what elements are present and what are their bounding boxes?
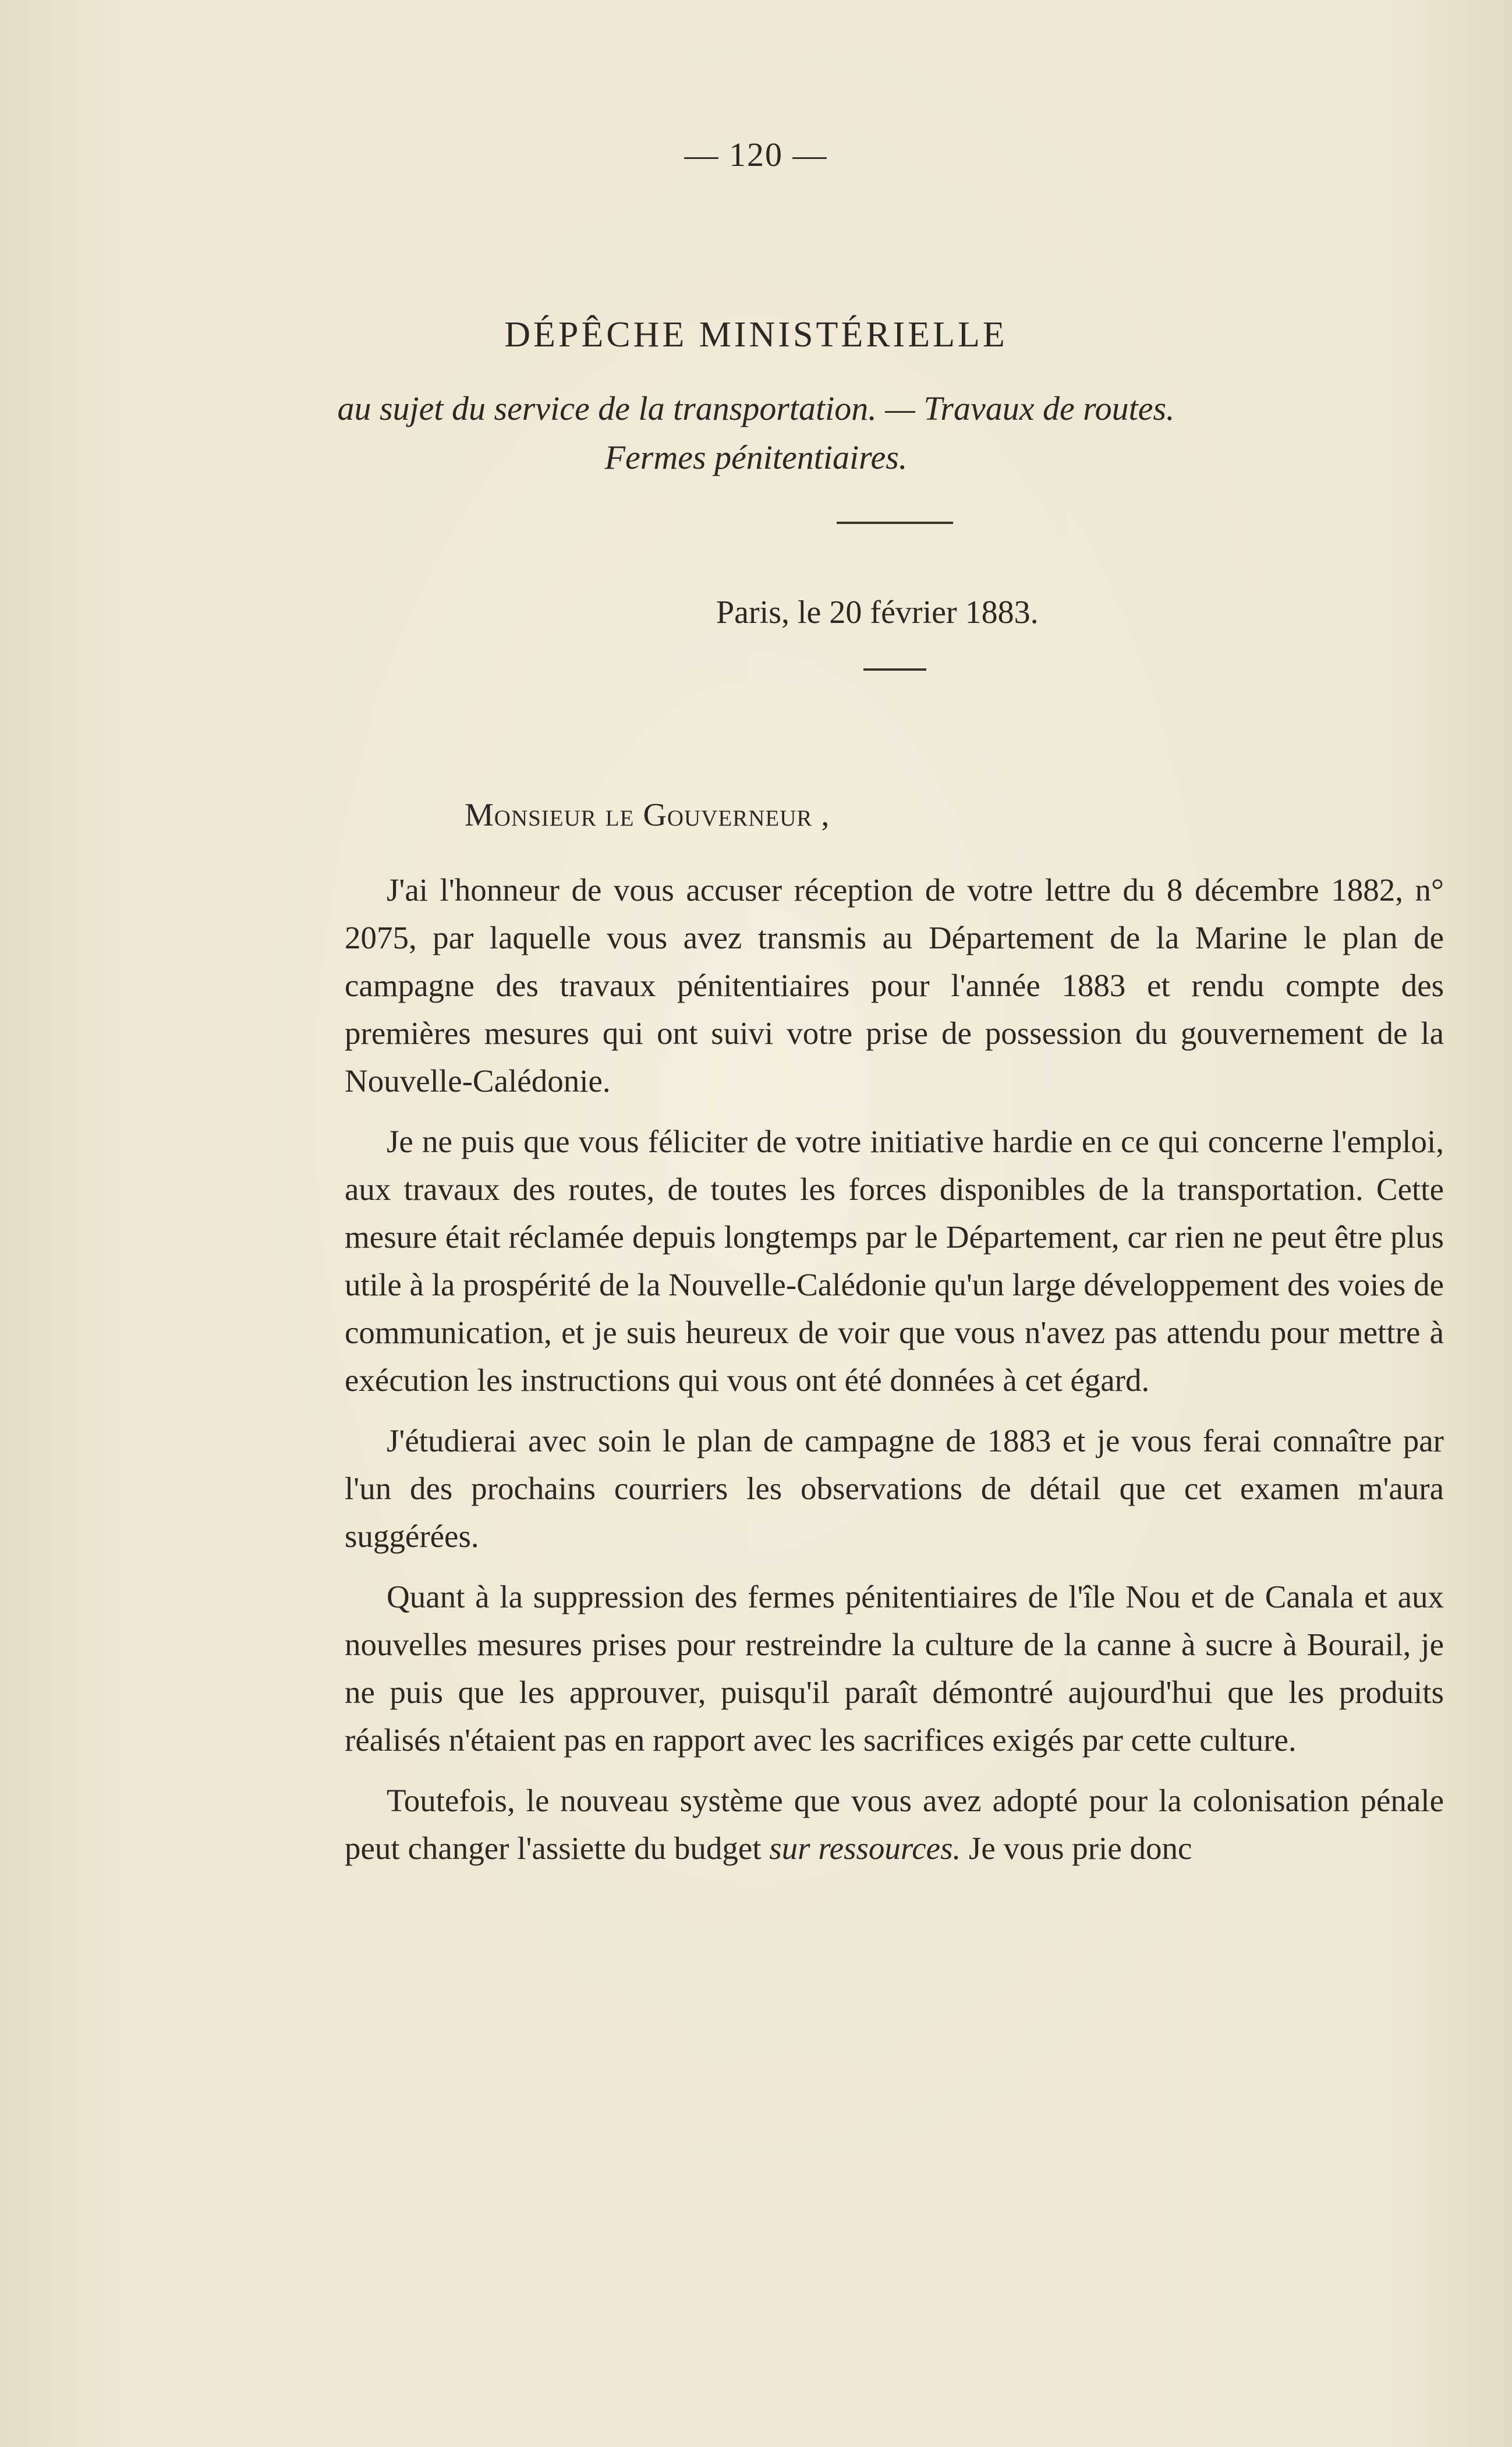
subtitle-line-2: Fermes pénitentiaires. xyxy=(604,438,908,476)
divider-rule xyxy=(837,522,953,524)
document-title: DÉPÊCHE MINISTÉRIELLE xyxy=(504,315,1008,355)
subtitle-line-1: au sujet du service de la transportation. — Travaux de routes. xyxy=(337,389,1175,427)
divider-rule-short xyxy=(863,668,926,671)
page-number: — 120 — xyxy=(684,136,828,173)
paragraph-5 xyxy=(345,1777,1444,1872)
dateline: Paris, le 20 février 1883. xyxy=(716,594,1039,631)
paragraph-5-italic: sur ressources. xyxy=(769,1830,961,1866)
paragraph-5-end: Je vous prie donc xyxy=(969,1830,1192,1866)
salutation xyxy=(465,796,830,834)
paragraph-3: J'étudierai avec soin le plan de campagne de 1883 et je vous ferai connaître par l'un des prochains courriers les observations de détail que cet examen m'aura suggérées. xyxy=(345,1423,1444,1554)
paragraph-2: Je ne puis que vous féliciter de votre initiative hardie en ce qui concerne l'emploi, aux travaux des routes, de toutes les forces disponibles de la transportation. Cette mesure était réclamée depuis longtemps par le Département, car rien ne peut être plus utile à la prospérité de la Nouvelle-Calédonie qu'un large développement des voies de communication, et je suis heureux de voir que vous n'avez pas attendu pour mettre à exécution les instructions qui vous ont été données à cet égard. xyxy=(345,1124,1444,1398)
paragraph-5-start: Toutefois, le nouveau système que vous avez adopté pour la colonisation pénale peut changer l'assiette du budget xyxy=(345,1783,1444,1866)
paragraph-1: J'ai l'honneur de vous accuser réception de votre lettre du 8 décembre 1882, n° 2075, par laquelle vous avez transmis au Département de la Marine le plan de campagne des travaux pénitentiaires pour l'année 1883 et rendu compte des premières mesures qui ont suivi votre prise de possession du gouvernement de la Nouvelle-Calédonie. xyxy=(345,872,1444,1099)
document-subtitle xyxy=(0,384,1512,482)
letter-body xyxy=(345,866,1444,1885)
salutation-text: Monsieur le Gouverneur , xyxy=(465,797,830,833)
paragraph-4: Quant à la suppression des fermes pénitentiaires de l'île Nou et de Canala et aux nouvelles mesures prises pour restreindre la culture de la canne à sucre à Bourail, je ne puis que les approuver, puisqu'il paraît démontré aujourd'hui que les produits réalisés n'étaient pas en rapport avec les sacrifices exigés par cette culture. xyxy=(345,1579,1444,1758)
